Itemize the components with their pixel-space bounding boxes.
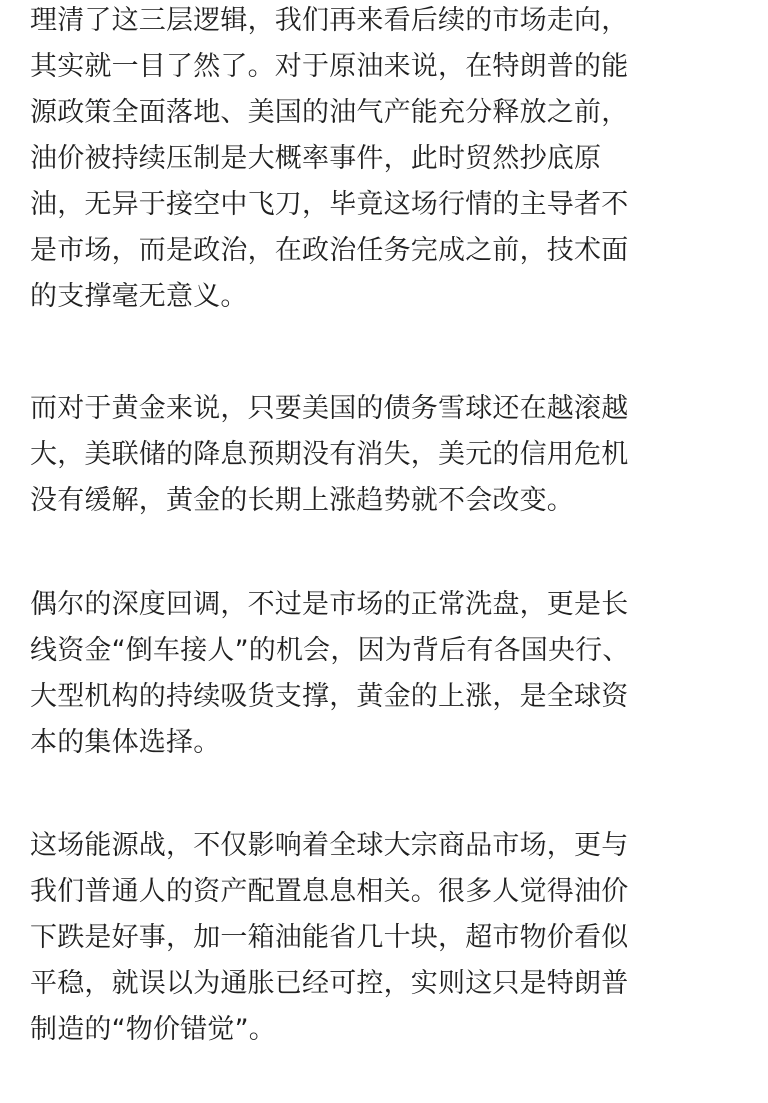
text-line: 下跌是好事，加一箱油能省几十块，超市物价看似 (30, 922, 629, 953)
text-line: 没有缓解，黄金的长期上涨趋势就不会改变。 (30, 485, 574, 516)
paragraph-1 (30, 0, 628, 320)
text-line: 的支撑毫无意义。 (30, 281, 248, 312)
text-line: 源政策全面落地、美国的油气产能充分释放之前， (30, 97, 629, 128)
paragraph-2 (30, 386, 628, 524)
text-line: 是市场，而是政治，在政治任务完成之前，技术面 (30, 235, 629, 266)
text-line: 制造的“物价错觉”。 (30, 1014, 276, 1045)
text-line: 油价被持续压制是大概率事件，此时贸然抄底原 (30, 143, 602, 174)
paragraph-4 (30, 823, 628, 1053)
text-line: 这场能源战，不仅影响着全球大宗商品市场，更与 (30, 830, 629, 861)
text-line: 大，美联储的降息预期没有消失，美元的信用危机 (30, 439, 629, 470)
text-line: 偶尔的深度回调，不过是市场的正常洗盘，更是长 (30, 589, 629, 620)
text-line: 大型机构的持续吸货支撑，黄金的上涨，是全球资 (30, 681, 629, 712)
text-line: 油，无异于接空中飞刀，毕竟这场行情的主导者不 (30, 189, 629, 220)
paragraph-3 (30, 582, 630, 766)
text-line: 理清了这三层逻辑，我们再来看后续的市场走向， (30, 5, 629, 36)
text-line: 我们普通人的资产配置息息相关。很多人觉得油价 (30, 876, 629, 907)
text-line: 而对于黄金来说，只要美国的债务雪球还在越滚越 (30, 393, 629, 424)
text-line: 其实就一目了然了。对于原油来说，在特朗普的能 (30, 51, 629, 82)
text-line: 线资金“倒车接人”的机会，因为背后有各国央行、 (30, 635, 630, 666)
text-line: 本的集体选择。 (30, 727, 221, 758)
text-line: 平稳，就误以为通胀已经可控，实则这只是特朗普 (30, 968, 629, 999)
